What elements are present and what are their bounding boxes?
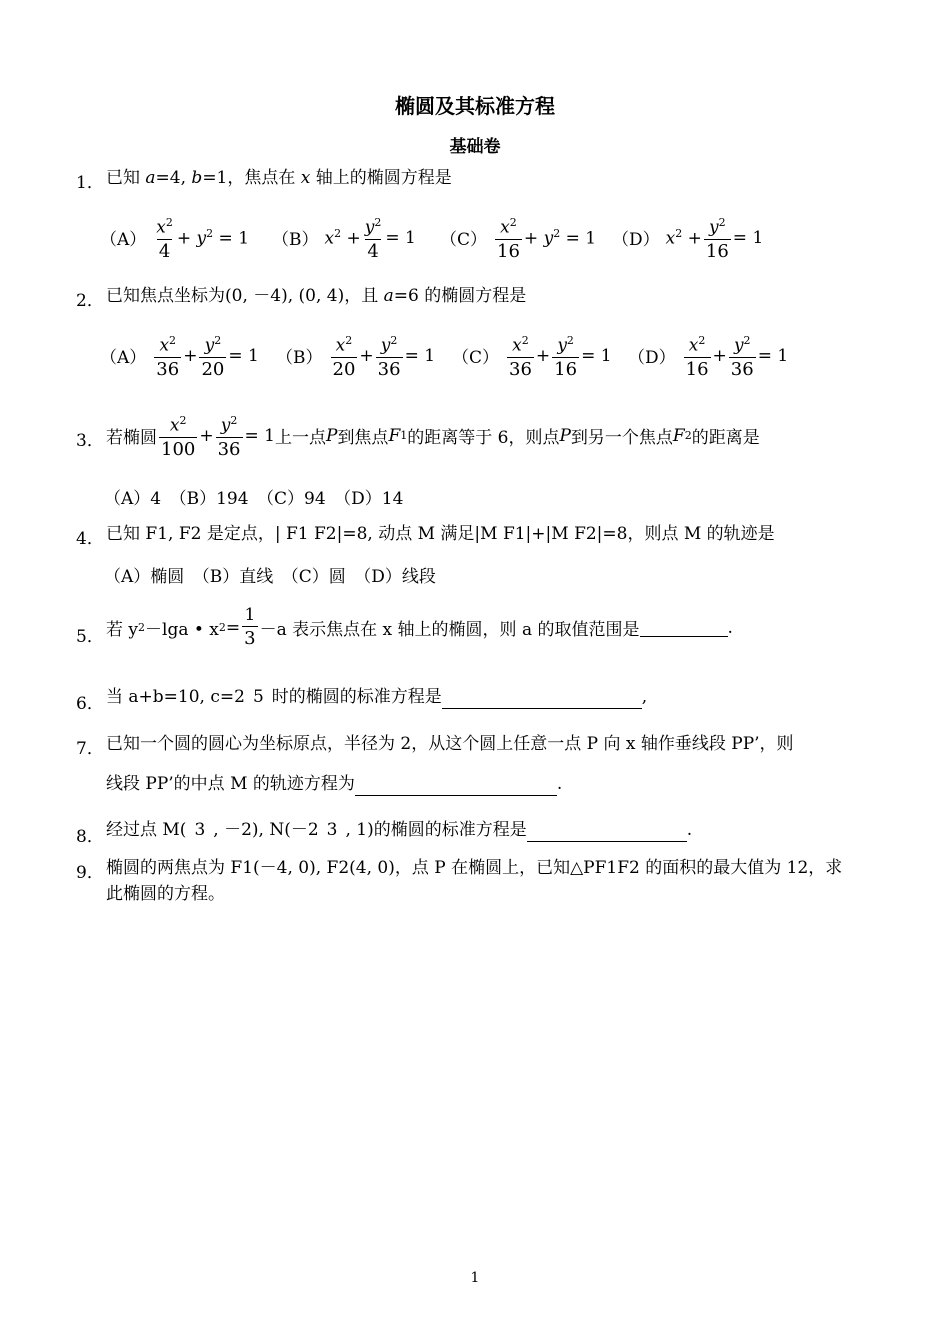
q4-stem: 已知 F1, F2 是定点，| F1 F2|=8, 动点 M 满足|M F1|+|M F2|=8，则点 M 的轨迹是 (106, 524, 775, 544)
q1-option-a[interactable]: （A） $\frac{x^2}{4}$ + $y^2 = 1$ (100, 216, 250, 262)
page-number: 1 (470, 1270, 480, 1286)
page-title: 椭圆及其标准方程 (395, 94, 555, 118)
q3-number: 3． (76, 431, 104, 451)
q9-line2: 此椭圆的方程。 (106, 884, 225, 904)
q3-stem: 若椭圆 $\frac{x^2}{100}$ + $\frac{y^2}{36}$ = 1 上一点 P 到焦点 F 1 的距离等于 6，则点 P 到另一个焦点 F 2 的距离是 (106, 414, 760, 460)
q8-stem: 经过点 M( 3 , －2), N(－2 3 , 1)的椭圆的标准方程是 . (106, 820, 693, 840)
q2-option-c[interactable]: （C） $\frac{x^2}{36}$ + $\frac{y^2}{16}$ = 1 (452, 334, 612, 380)
q5-stem: 若 y 2 －lga • x 2 = $\frac{1}{3}$ －a 表示焦点在 x 轴上的椭圆，则 a 的取值范围是 . (106, 605, 733, 649)
q5-answer-blank[interactable] (640, 618, 728, 637)
q9-number: 9． (76, 863, 104, 883)
q2-stem: 已知焦点坐标为(0, －4), (0, 4)，且 a=6 的椭圆方程是 (106, 286, 527, 306)
q7-line2: 线段 PP’的中点 M 的轨迹方程为 . (106, 774, 563, 794)
q2-option-a[interactable]: （A） $\frac{x^2}{36}$ + $\frac{y^2}{20}$ = 1 (100, 334, 259, 380)
q1-option-d[interactable]: （D） $x^2$ + $\frac{y^2}{16}$ = 1 (612, 216, 764, 262)
q7-number: 7． (76, 739, 104, 759)
q2-option-d[interactable]: （D） $\frac{x^2}{16}$ + $\frac{y^2}{36}$ = 1 (628, 334, 789, 380)
q1-option-b[interactable]: （B） $x^2$ + $\frac{y^2}{4}$ = 1 (272, 216, 416, 262)
q8-answer-blank[interactable] (527, 823, 687, 842)
q9-line1: 椭圆的两焦点为 F1(－4, 0), F2(4, 0)，点 P 在椭圆上，已知△PF1F2 的面积的最大值为 12，求 (106, 858, 843, 878)
q4-answers[interactable]: （A）椭圆 （B）直线 （C）圆 （D）线段 (104, 567, 436, 587)
q1-option-c[interactable]: （C） $\frac{x^2}{16}$ + $y^2 = 1$ (440, 216, 597, 262)
q6-stem: 当 a+b=10, c=2 5 时的椭圆的标准方程是 , (106, 687, 648, 707)
q6-number: 6． (76, 694, 104, 714)
q2-number: 2． (76, 291, 104, 311)
page-subtitle: 基础卷 (449, 137, 501, 157)
q7-answer-blank[interactable] (355, 777, 557, 796)
q5-number: 5． (76, 627, 104, 647)
q2-option-b[interactable]: （B） $\frac{x^2}{20}$ + $\frac{y^2}{36}$ = 1 (276, 334, 436, 380)
q1-stem: 已知 a=4, b=1，焦点在 x 轴上的椭圆方程是 (106, 168, 452, 188)
q4-number: 4． (76, 529, 104, 549)
q8-number: 8． (76, 827, 104, 847)
q6-answer-blank[interactable] (442, 690, 642, 709)
q1-number: 1． (76, 173, 104, 193)
q7-line1: 已知一个圆的圆心为坐标原点，半径为 2，从这个圆上任意一点 P 向 x 轴作垂线段 PP’，则 (106, 734, 794, 754)
q3-answers[interactable]: （A）4 （B）194 （C）94 （D）14 (104, 489, 404, 509)
